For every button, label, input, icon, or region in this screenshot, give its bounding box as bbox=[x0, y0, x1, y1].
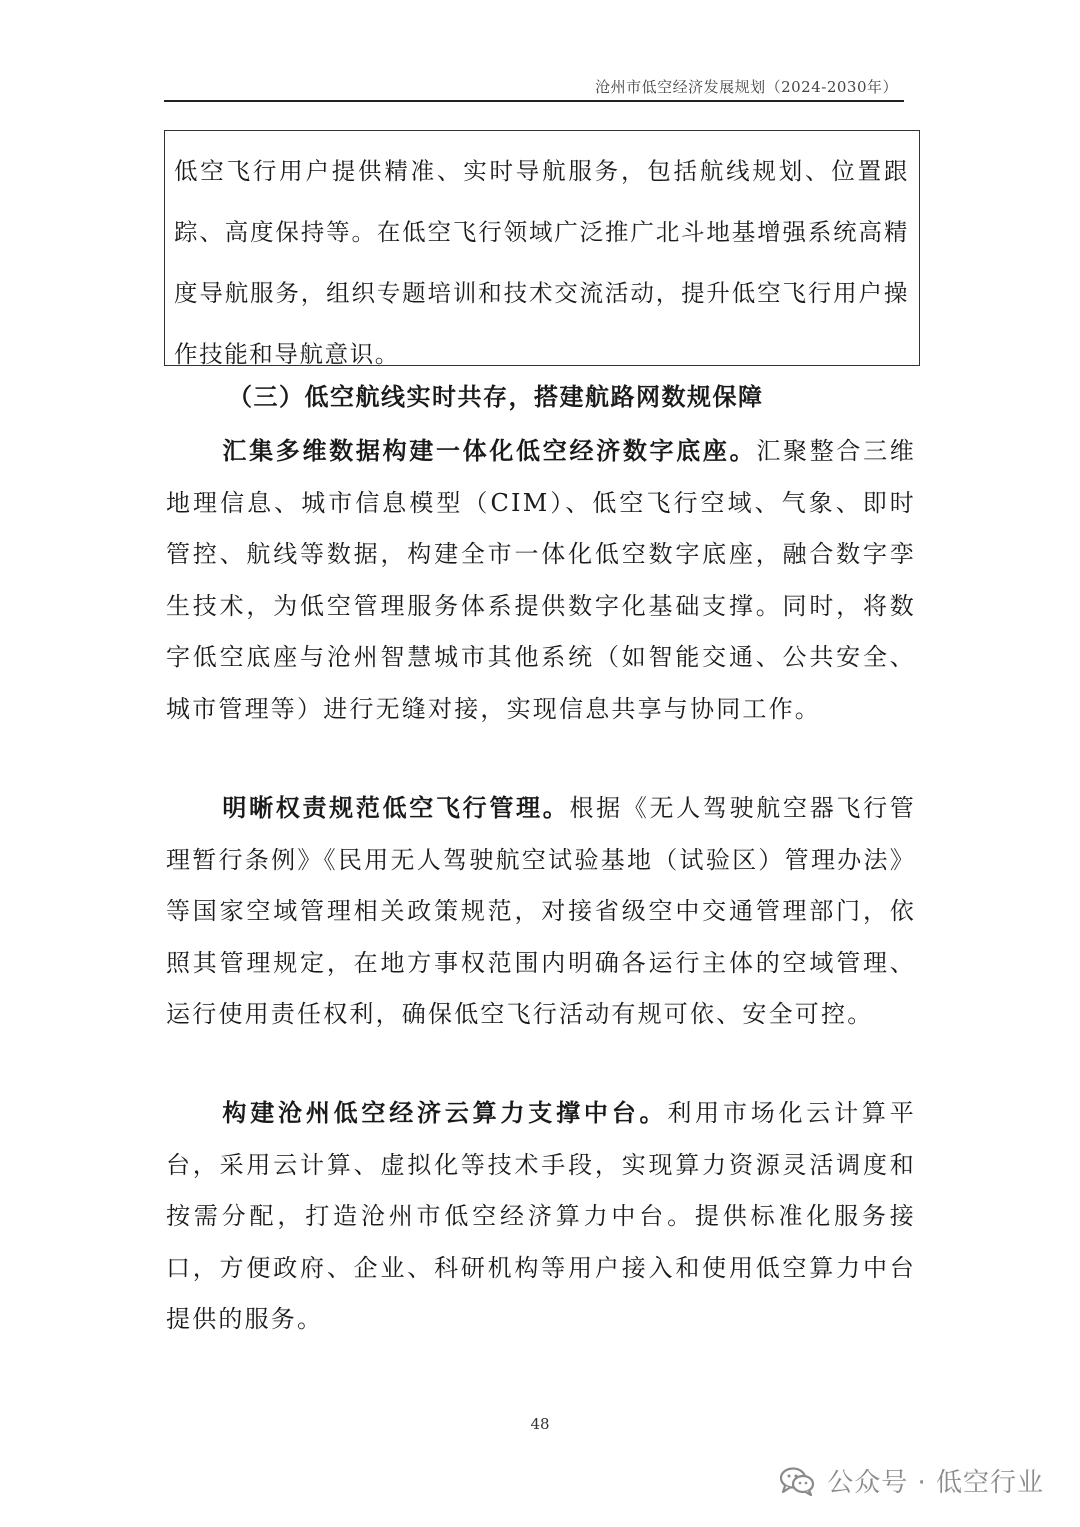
wechat-icon bbox=[779, 1466, 815, 1496]
boxed-text-frame bbox=[164, 130, 920, 366]
paragraph-text: 利用市场化云计算平台，采用云计算、虚拟化等技术手段，实现算力资源灵活调度和按需分配，打造沧州市低空经济算力中台。提供标准化服务接口，方便政府、企业、科研机构等用户接入和使用低空算力中台提供的服务。 bbox=[166, 1099, 916, 1333]
paragraph-lead: 汇集多维数据构建一体化低空经济数字底座。 bbox=[222, 436, 757, 465]
paragraph-text: 汇聚整合三维地理信息、城市信息模型（CIM）、低空飞行空域、气象、即时管控、航线等数据，构建全市一体化低空数字底座，融合数字孪生技术，为低空管理服务体系提供数字化基础支撑。同时，将数字低空底座与沧州智慧城市其他系统（如智能交通、公共安全、城市管理等）进行无缝对接，实现信息共享与协同工作。 bbox=[166, 437, 917, 723]
paragraph-data-foundation bbox=[166, 425, 916, 735]
paragraph-flight-management bbox=[166, 782, 916, 1041]
paragraph-text: 根据《无人驾驶航空器飞行管理暂行条例》《民用无人驾驶航空试验基地（试验区）管理办法》等国家空域管理相关政策规范，对接省级空中交通管理部门，依照其管理规定，在地方事权范围内明确各运行主体的空域管理、运行使用责任权利，确保低空飞行活动有规可依、安全可控。 bbox=[166, 794, 916, 1028]
section-heading: （三）低空航线实时共存，搭建航路网数规保障 bbox=[228, 382, 764, 411]
watermark-text: 公众号 · 低空行业 bbox=[827, 1468, 1044, 1498]
page-number: 48 bbox=[530, 1415, 550, 1433]
running-header: 沧州市低空经济发展规划（2024-2030年） bbox=[595, 78, 898, 96]
paragraph-cloud-computing bbox=[166, 1087, 916, 1346]
header-rule bbox=[164, 100, 904, 102]
boxed-text-paragraph: 低空飞行用户提供精准、实时导航服务，包括航线规划、位置跟踪、高度保持等。在低空飞行领域广泛推广北斗地基增强系统高精度导航服务，组织专题培训和技术交流活动，提升低空飞行用户操作技能和导航意识。 bbox=[174, 157, 909, 368]
paragraph-lead: 明晰权责规范低空飞行管理。 bbox=[222, 793, 570, 822]
paragraph-lead: 构建沧州低空经济云算力支撑中台。 bbox=[222, 1098, 668, 1127]
watermark bbox=[779, 1462, 1044, 1499]
